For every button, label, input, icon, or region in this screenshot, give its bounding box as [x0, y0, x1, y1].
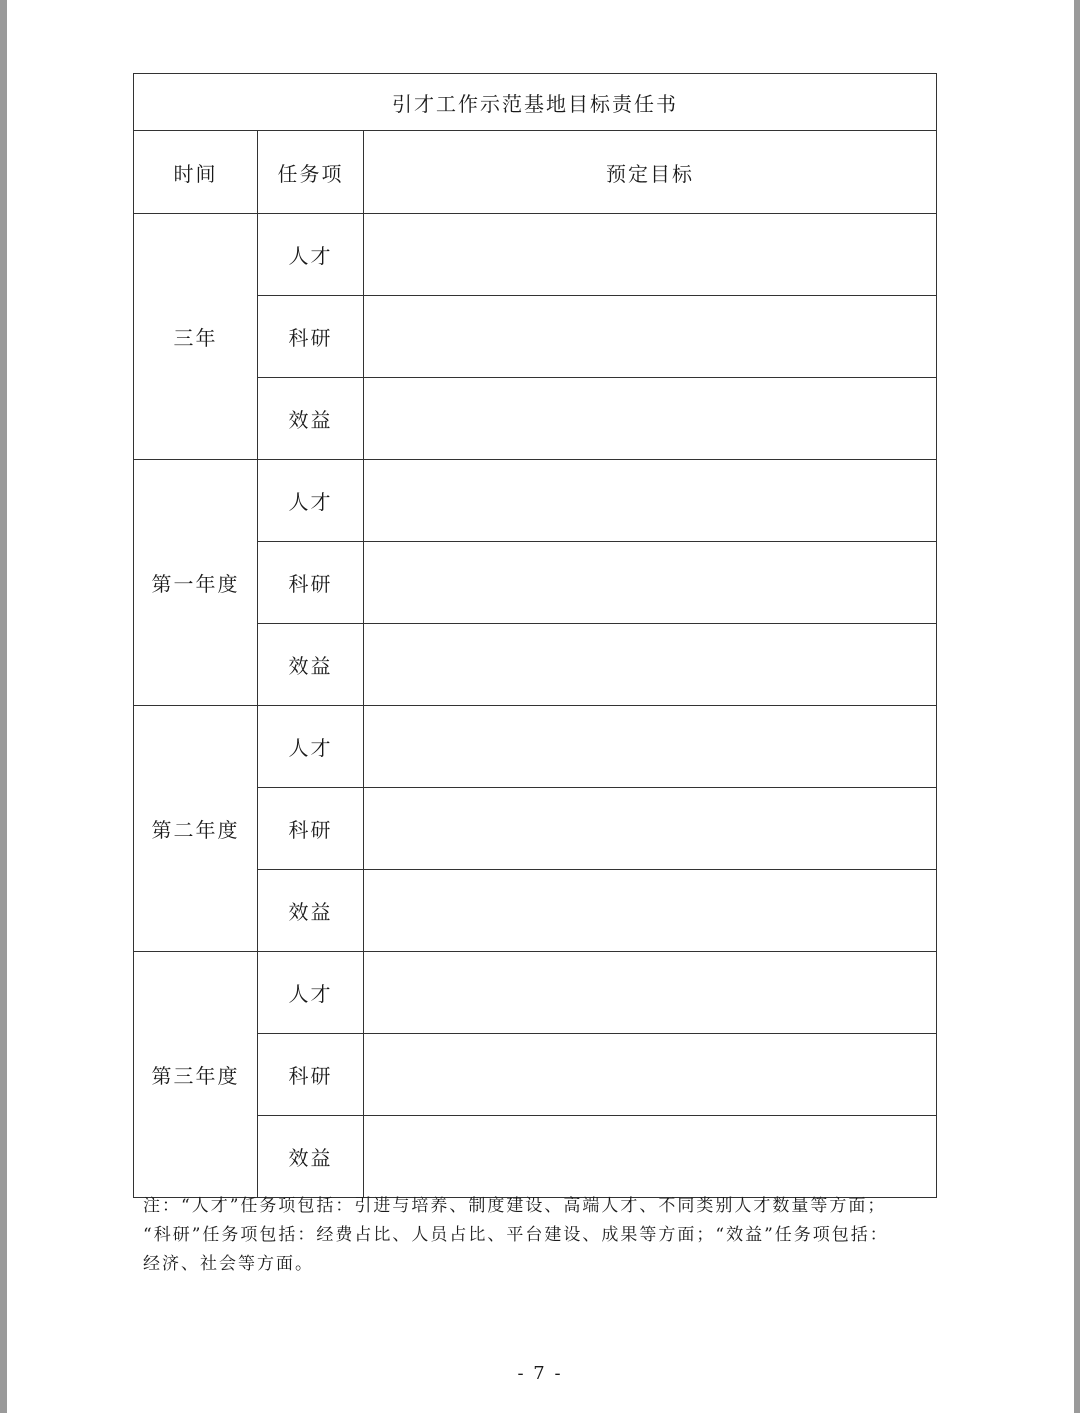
footnote-line: 经济、社会等方面。	[143, 1254, 314, 1274]
table-row	[134, 214, 937, 296]
task-cell: 效益	[258, 870, 364, 952]
header-task: 任务项	[258, 131, 364, 214]
goal-cell[interactable]	[364, 542, 937, 624]
task-cell: 人才	[258, 460, 364, 542]
task-cell: 人才	[258, 214, 364, 296]
goal-cell[interactable]	[364, 296, 937, 378]
header-goal: 预定目标	[364, 131, 937, 214]
goal-cell[interactable]	[364, 378, 937, 460]
page-number: - 7 -	[517, 1363, 563, 1384]
table-title-row	[134, 74, 937, 131]
period-cell: 第三年度	[134, 952, 258, 1198]
task-cell: 科研	[258, 296, 364, 378]
task-cell: 效益	[258, 1116, 364, 1198]
footnote	[143, 1192, 943, 1279]
goal-cell[interactable]	[364, 1034, 937, 1116]
page-edge-left	[0, 0, 7, 1413]
task-cell: 人才	[258, 952, 364, 1034]
period-cell: 第二年度	[134, 706, 258, 952]
table-row	[134, 952, 937, 1034]
goal-cell[interactable]	[364, 870, 937, 952]
task-cell: 科研	[258, 542, 364, 624]
task-cell: 科研	[258, 1034, 364, 1116]
task-cell: 效益	[258, 624, 364, 706]
goal-cell[interactable]	[364, 706, 937, 788]
goal-cell[interactable]	[364, 214, 937, 296]
footnote-line: 注：“人才”任务项包括：引进与培养、制度建设、高端人才、不同类别人才数量等方面；	[143, 1196, 887, 1216]
table-header-row	[134, 131, 937, 214]
table-row	[134, 460, 937, 542]
header-time: 时间	[134, 131, 258, 214]
goal-cell[interactable]	[364, 788, 937, 870]
goal-cell[interactable]	[364, 1116, 937, 1198]
page-edge-right	[1074, 0, 1080, 1413]
period-cell: 第一年度	[134, 460, 258, 706]
goal-cell[interactable]	[364, 624, 937, 706]
task-cell: 人才	[258, 706, 364, 788]
responsibility-table	[133, 73, 937, 1198]
table-title: 引才工作示范基地目标责任书	[134, 74, 937, 131]
goal-cell[interactable]	[364, 460, 937, 542]
period-cell: 三年	[134, 214, 258, 460]
task-cell: 科研	[258, 788, 364, 870]
footnote-line: “科研”任务项包括：经费占比、人员占比、平台建设、成果等方面；“效益”任务项包括：	[143, 1225, 889, 1245]
task-cell: 效益	[258, 378, 364, 460]
table-row	[134, 706, 937, 788]
goal-cell[interactable]	[364, 952, 937, 1034]
